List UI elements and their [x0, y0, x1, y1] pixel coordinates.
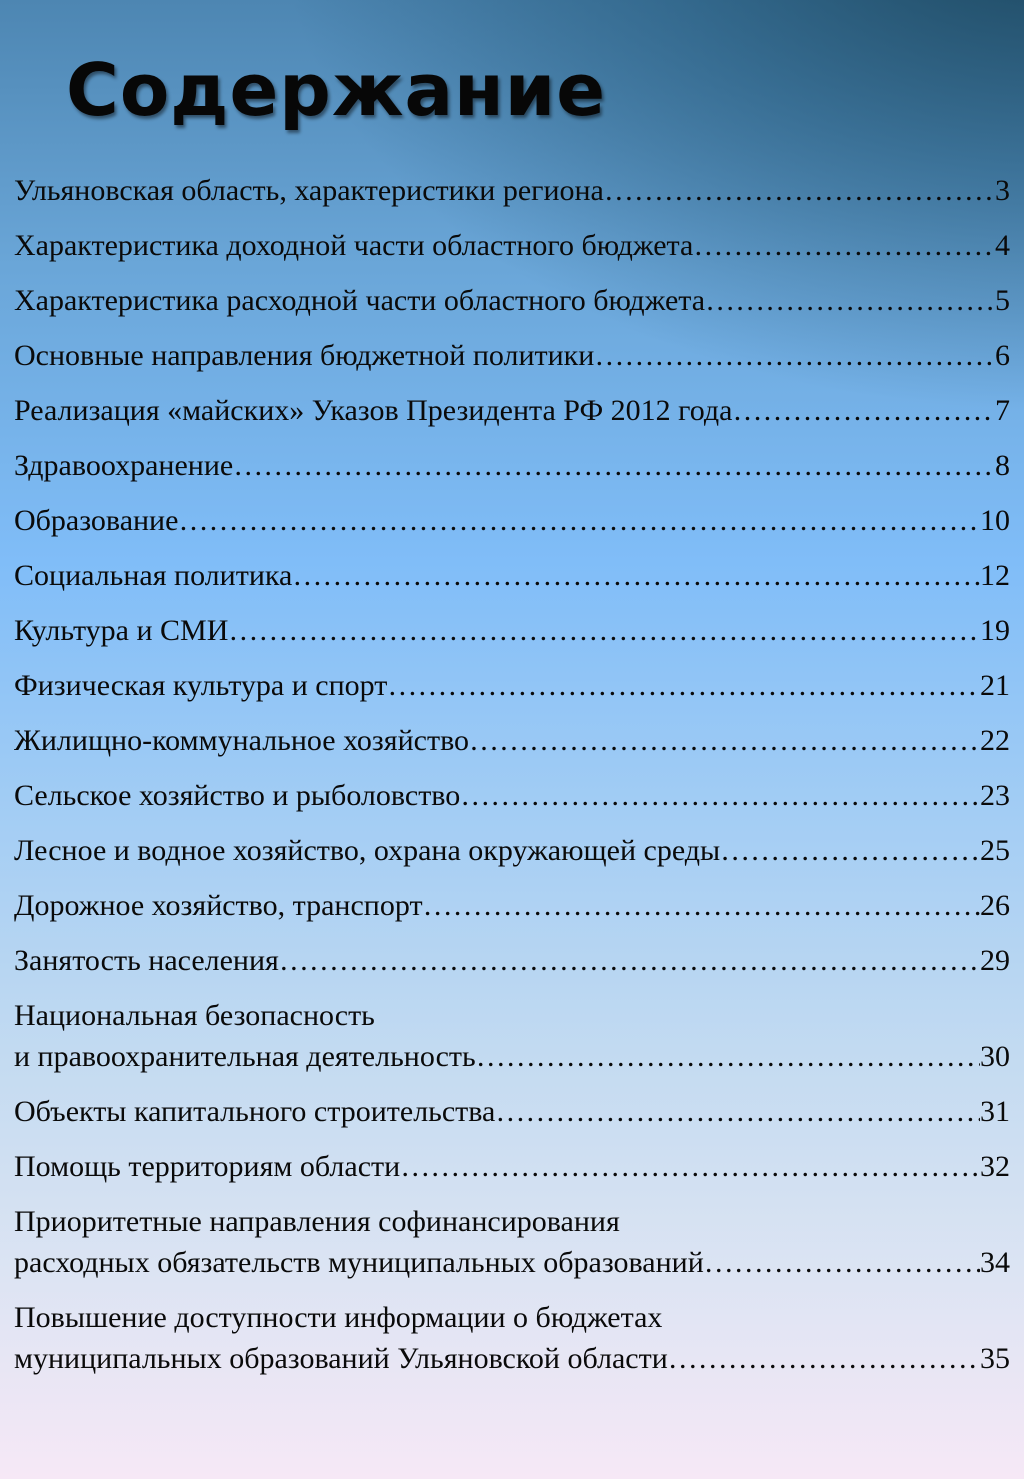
- toc-entry-title-line: муниципальных образований Ульяновской области: [14, 1342, 668, 1375]
- toc-entry-leader-dots: [178, 500, 980, 541]
- toc-entry[interactable]: [14, 885, 1010, 926]
- toc-entry-title: [14, 1091, 495, 1132]
- toc-entry-title-line: и правоохранительная деятельность: [14, 1040, 476, 1073]
- toc-entry[interactable]: [14, 610, 1010, 651]
- toc-entry-title-line: Социальная политика: [14, 559, 293, 592]
- toc-entry-leader-dots: [704, 1242, 980, 1283]
- toc-entry-page-number: 34: [980, 1246, 1010, 1279]
- toc-entry-page-number: 21: [980, 669, 1010, 702]
- toc-entry-leader-dots: [387, 665, 980, 706]
- toc-entry-title: [14, 225, 693, 266]
- toc-entry-leader-dots: [668, 1338, 980, 1379]
- toc-entry-page-number: 5: [995, 284, 1010, 317]
- toc-entry-title: [14, 775, 460, 816]
- toc-entry-title: [14, 940, 279, 981]
- toc-entry-page-number: 22: [980, 724, 1010, 757]
- toc-entry-title-line: Сельское хозяйство и рыболовство: [14, 779, 461, 812]
- toc-entry-title-line: Характеристика расходной части областного бюджета: [14, 284, 706, 317]
- toc-entry-page-number: 19: [980, 614, 1010, 647]
- toc-entry-title-line: Лесное и водное хозяйство, охрана окружающей среды: [14, 834, 721, 867]
- toc-entry-page-number: 35: [980, 1342, 1010, 1375]
- toc-entry-page-number: 25: [980, 834, 1010, 867]
- toc-entry-leader-dots: [495, 1091, 980, 1132]
- toc-entry-leader-dots: [476, 1036, 980, 1077]
- toc-entry-leader-dots: [400, 1146, 980, 1187]
- toc-entry[interactable]: [14, 445, 1010, 486]
- toc-entry-leader-dots: [705, 280, 995, 321]
- toc-entry[interactable]: [14, 995, 1010, 1077]
- toc-entry-title: [14, 665, 387, 706]
- toc-entry-title: [14, 500, 178, 541]
- toc-entry[interactable]: [14, 170, 1010, 211]
- toc-entry-title: [14, 280, 705, 321]
- toc-entry[interactable]: [14, 1091, 1010, 1132]
- toc-entry[interactable]: [14, 940, 1010, 981]
- toc-entry-title: [14, 335, 594, 376]
- toc-entry-title-line: Основные направления бюджетной политики: [14, 339, 595, 372]
- toc-entry-page-number: 29: [980, 944, 1010, 977]
- toc-entry-leader-dots: [460, 775, 980, 816]
- toc-entry-title: [14, 1146, 400, 1187]
- toc-entry-title-line: Объекты капитального строительства: [14, 1095, 496, 1128]
- toc-entry-title: [14, 885, 423, 926]
- toc-entry-page-number: 10: [980, 504, 1010, 537]
- toc-entry-title-line: Занятость населения: [14, 944, 279, 977]
- toc-entry-leader-dots: [469, 720, 980, 761]
- toc-entry-leader-dots: [279, 940, 980, 981]
- toc-entry-title: [14, 610, 228, 651]
- toc-entry-leader-dots: [693, 225, 995, 266]
- toc-entry-title-line: Образование: [14, 504, 179, 537]
- toc-entry-page-number: 30: [980, 1040, 1010, 1073]
- page-title: Содержание: [66, 48, 607, 132]
- toc-entry-title-line: расходных обязательств муниципальных образований: [14, 1246, 704, 1279]
- toc-entry[interactable]: [14, 1201, 1010, 1283]
- toc-entry-page-number: 23: [980, 779, 1010, 812]
- toc-entry-title: [14, 390, 732, 431]
- toc-entry[interactable]: [14, 335, 1010, 376]
- toc-entry-title-line: Физическая культура и спорт: [14, 669, 388, 702]
- toc-entry[interactable]: [14, 280, 1010, 321]
- toc-entry-title: [14, 1297, 668, 1379]
- table-of-contents: [14, 170, 1010, 1393]
- toc-entry[interactable]: [14, 1297, 1010, 1379]
- toc-entry-page-number: 8: [995, 449, 1010, 482]
- toc-entry-page-number: 4: [995, 229, 1010, 262]
- toc-entry-title-line: Жилищно-коммунальное хозяйство: [14, 724, 470, 757]
- toc-entry-title-line: Национальная безопасность: [14, 999, 375, 1032]
- toc-entry-title: [14, 445, 233, 486]
- toc-entry-title-line: Повышение доступности информации о бюджетах: [14, 1301, 663, 1334]
- toc-entry-title-line: Дорожное хозяйство, транспорт: [14, 889, 423, 922]
- toc-entry-leader-dots: [594, 335, 995, 376]
- toc-entry-title-line: Помощь территориям области: [14, 1150, 401, 1183]
- toc-entry-title-line: Приоритетные направления софинансирования: [14, 1205, 620, 1238]
- toc-entry-leader-dots: [720, 830, 980, 871]
- toc-entry-title: [14, 830, 720, 871]
- toc-entry[interactable]: [14, 390, 1010, 431]
- toc-entry[interactable]: [14, 665, 1010, 706]
- toc-entry-title-line: Здравоохранение: [14, 449, 234, 482]
- toc-entry-page-number: 7: [995, 394, 1010, 427]
- toc-entry-leader-dots: [423, 885, 980, 926]
- toc-entry-title-line: Характеристика доходной части областного бюджета: [14, 229, 694, 262]
- toc-entry-leader-dots: [292, 555, 980, 596]
- toc-entry-title: [14, 720, 469, 761]
- toc-entry-title: [14, 995, 476, 1077]
- toc-entry[interactable]: [14, 1146, 1010, 1187]
- toc-entry-title-line: Ульяновская область, характеристики региона: [14, 174, 604, 207]
- toc-entry[interactable]: [14, 775, 1010, 816]
- toc-entry-leader-dots: [604, 170, 995, 211]
- toc-entry-title: [14, 555, 292, 596]
- toc-entry-title: [14, 1201, 704, 1283]
- toc-entry[interactable]: [14, 225, 1010, 266]
- toc-entry-title-line: Реализация «майских» Указов Президента РФ 2012 года: [14, 394, 733, 427]
- toc-entry[interactable]: [14, 555, 1010, 596]
- toc-entry-leader-dots: [228, 610, 980, 651]
- toc-entry-page-number: 26: [980, 889, 1010, 922]
- toc-entry-title-line: Культура и СМИ: [14, 614, 229, 647]
- toc-entry-page-number: 3: [995, 174, 1010, 207]
- toc-entry-page-number: 32: [980, 1150, 1010, 1183]
- toc-entry-page-number: 31: [980, 1095, 1010, 1128]
- toc-entry-leader-dots: [732, 390, 995, 431]
- toc-entry[interactable]: [14, 720, 1010, 761]
- toc-entry-title: [14, 170, 604, 211]
- toc-entry-leader-dots: [233, 445, 995, 486]
- toc-entry[interactable]: [14, 830, 1010, 871]
- toc-entry-page-number: 6: [995, 339, 1010, 372]
- toc-entry[interactable]: [14, 500, 1010, 541]
- toc-entry-page-number: 12: [980, 559, 1010, 592]
